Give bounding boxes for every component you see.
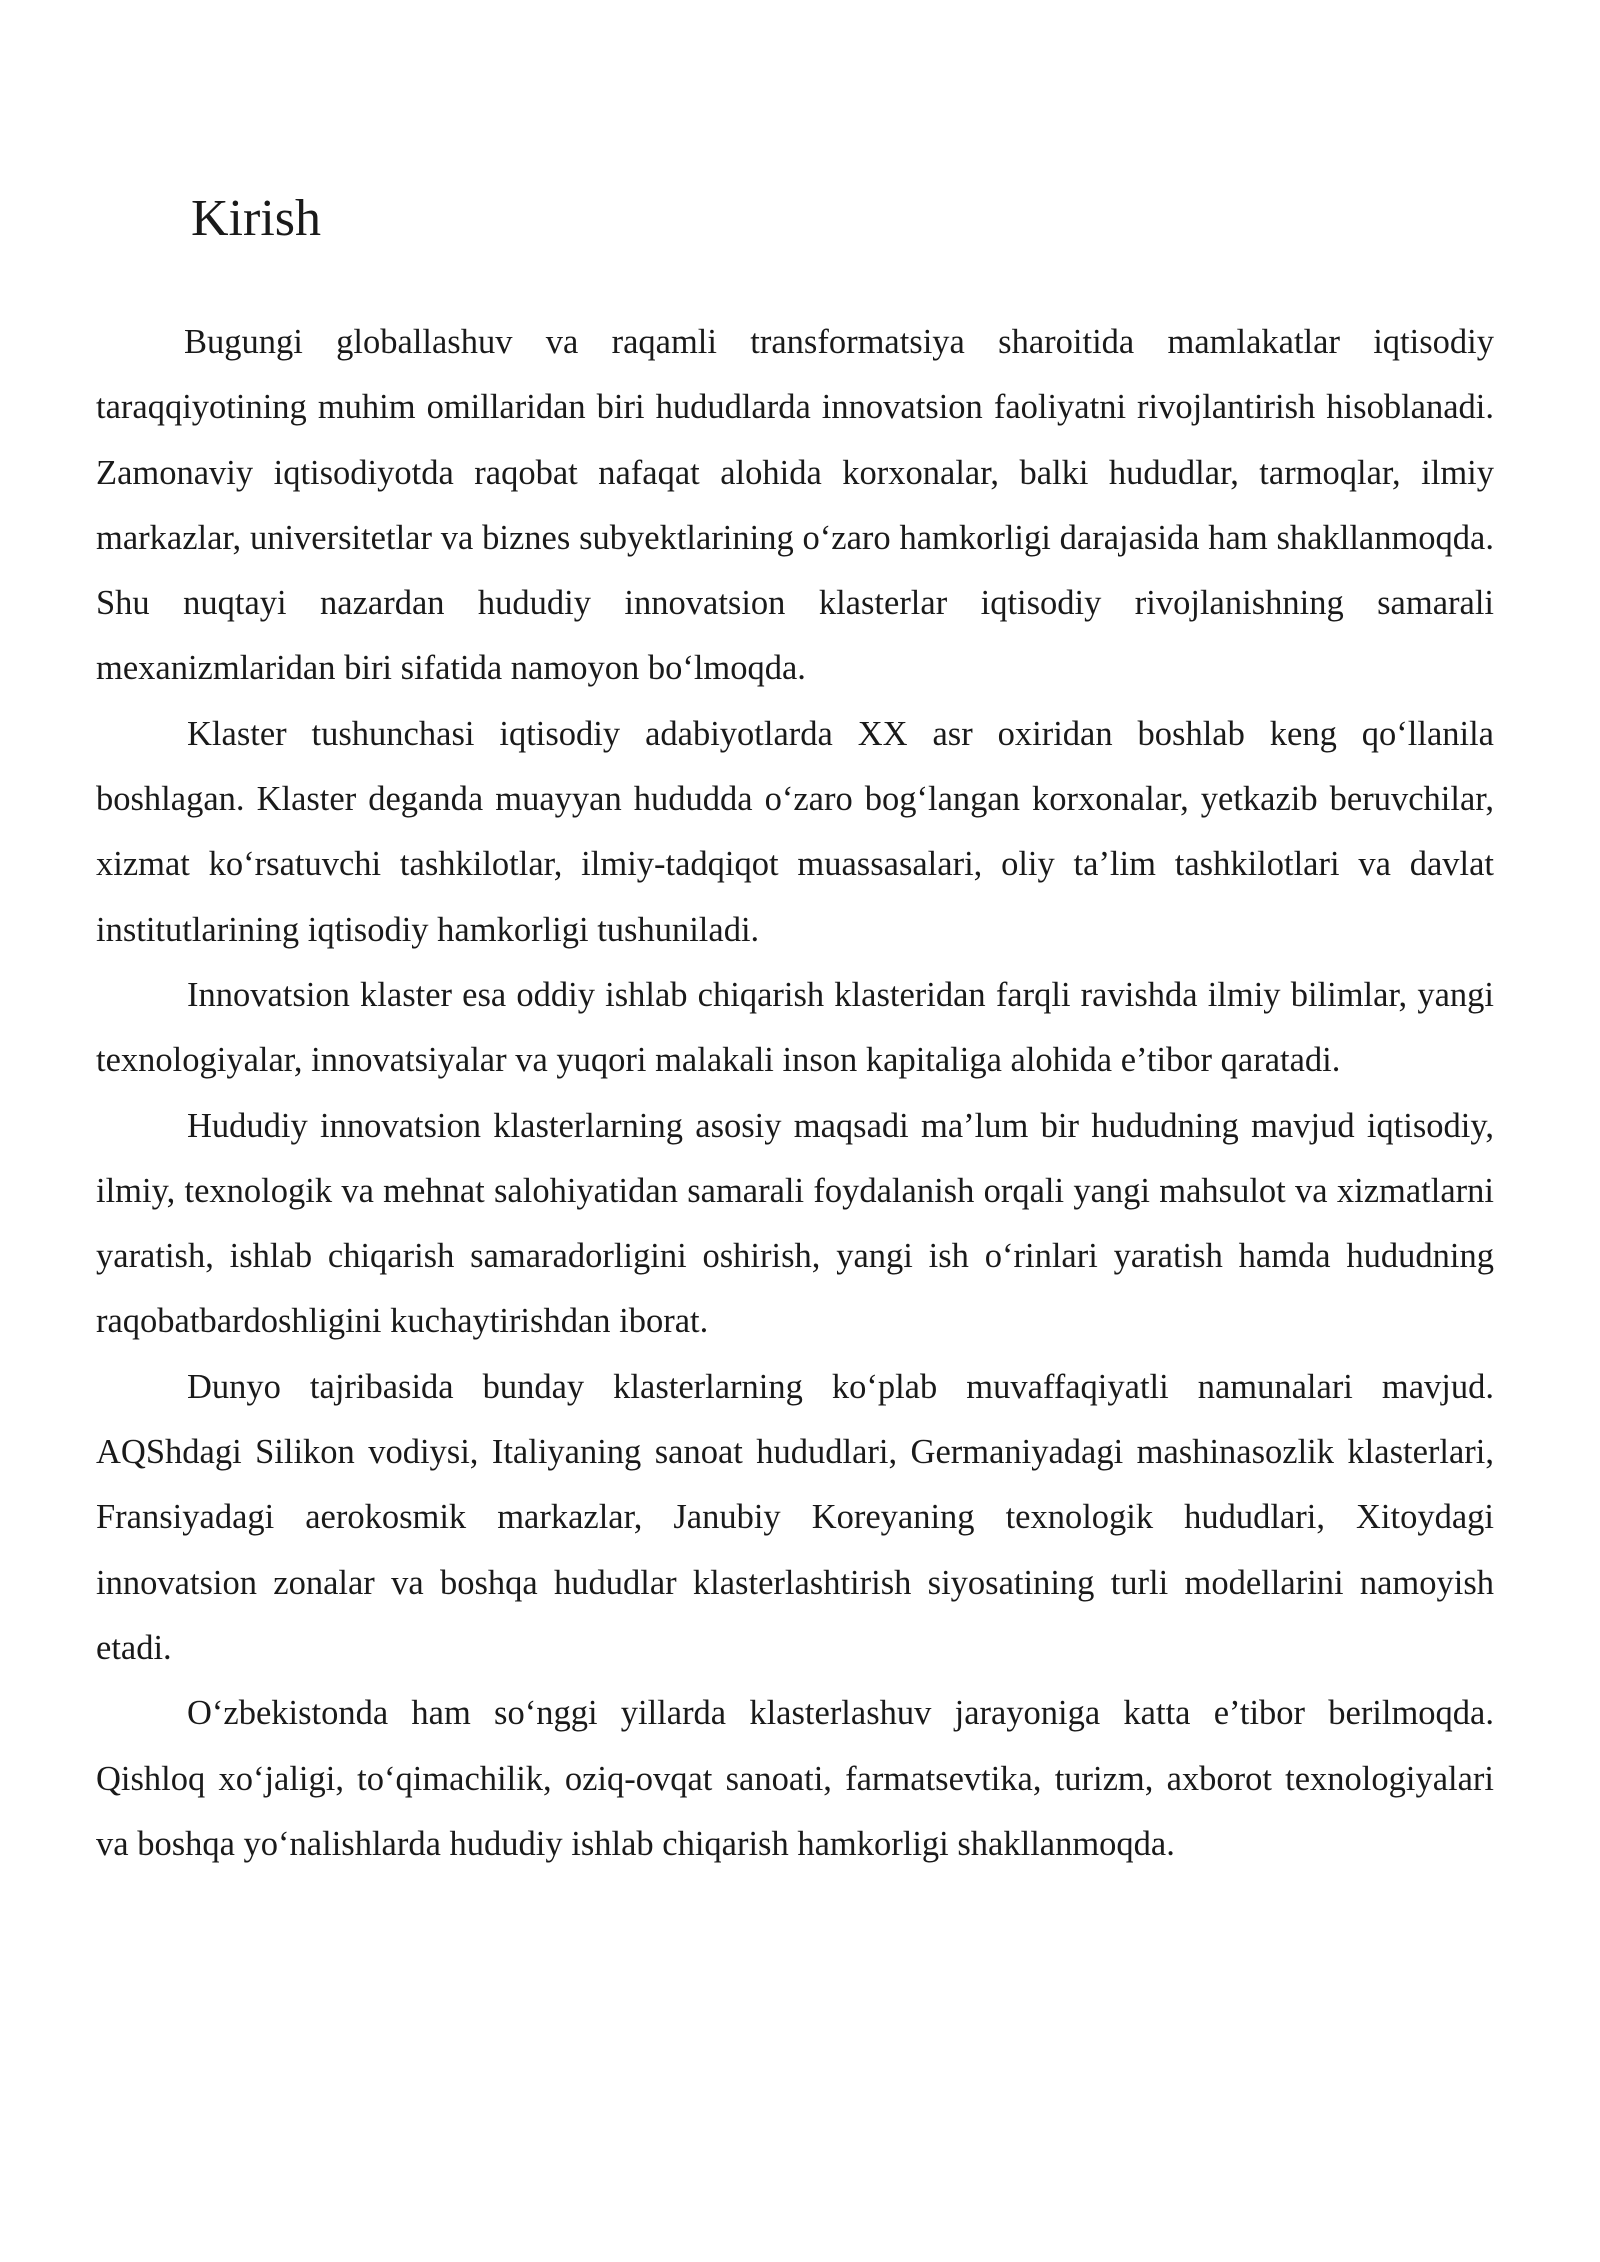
paragraph-regional-goals: Hududiy innovatsion klasterlarning asosiy maqsadi ma’lum bir hududning mavjud iqtisodiy, ilmiy, texnologik va mehnat salohiyatidan samarali foydalanish orqali yangi mahsulot va xizmatlarni yaratish, ishlab chiqarish samaradorligini oshirish, yangi ish o‘rinlari yaratish hamda hududning raqobatbardoshligini kuchaytirishdan iborat.: [96, 1106, 1494, 1341]
section-heading: Kirish: [191, 190, 321, 247]
paragraph-cluster-definition: Klaster tushunchasi iqtisodiy adabiyotlarda XX asr oxiridan boshlab keng qo‘llanila boshlagan. Klaster deganda muayyan hududda o‘zaro bog‘langan korxonalar, yetkazib beruvchilar, xizmat ko‘rsatuvchi tashkilotlar, ilmiy-tadqiqot muassasalari, oliy ta’lim tashkilotlari va davlat institutlarining iqtisodiy hamkorligi tushuniladi.: [96, 714, 1494, 949]
paragraph-world-experience: Dunyo tajribasida bunday klasterlarning ko‘plab muvaffaqiyatli namunalari mavjud. AQShdagi Silikon vodiysi, Italiyaning sanoat hududlari, Germaniyadagi mashinasozlik klasterlari, Fransiyadagi aerokosmik markazlar, Janubiy Koreyaning texnologik hududlari, Xitoydagi innovatsion zonalar va boshqa hududlar klasterlashtirish siyosatining turli modellarini namoyish etadi.: [96, 1367, 1494, 1667]
body-text: [96, 310, 1494, 1877]
paragraph-globalization: Bugungi globallashuv va raqamli transformatsiya sharoitida mamlakatlar iqtisodiy taraqqiyotining muhim omillaridan biri hududlarda innovatsion faoliyatni rivojlantirish hisoblanadi. Zamonaviy iqtisodiyotda raqobat nafaqat alohida korxonalar, balki hududlar, tarmoqlar, ilmiy markazlar, universitetlar va biznes subyektlarining o‘zaro hamkorligi darajasida ham shakllanmoqda. Shu nuqtayi nazardan hududiy innovatsion klasterlar iqtisodiy rivojlanishning samarali mexanizmlaridan biri sifatida namoyon bo‘lmoqda.: [96, 323, 1494, 688]
paragraph-uzbekistan: O‘zbekistonda ham so‘nggi yillarda klasterlashuv jarayoniga katta e’tibor berilmoqda. Qishloq xo‘jaligi, to‘qimachilik, oziq-ovqat sanoati, farmatsevtika, turizm, axborot texnologiyalari va boshqa yo‘nalishlarda hududiy ishlab chiqarish hamkorligi shakllanmoqda.: [96, 1694, 1494, 1863]
paragraph-innovation-cluster: Innovatsion klaster esa oddiy ishlab chiqarish klasteridan farqli ravishda ilmiy bilimlar, yangi texnologiyalar, innovatsiyalar va yuqori malakali inson kapitaliga alohida e’tibor qaratadi.: [96, 975, 1494, 1080]
